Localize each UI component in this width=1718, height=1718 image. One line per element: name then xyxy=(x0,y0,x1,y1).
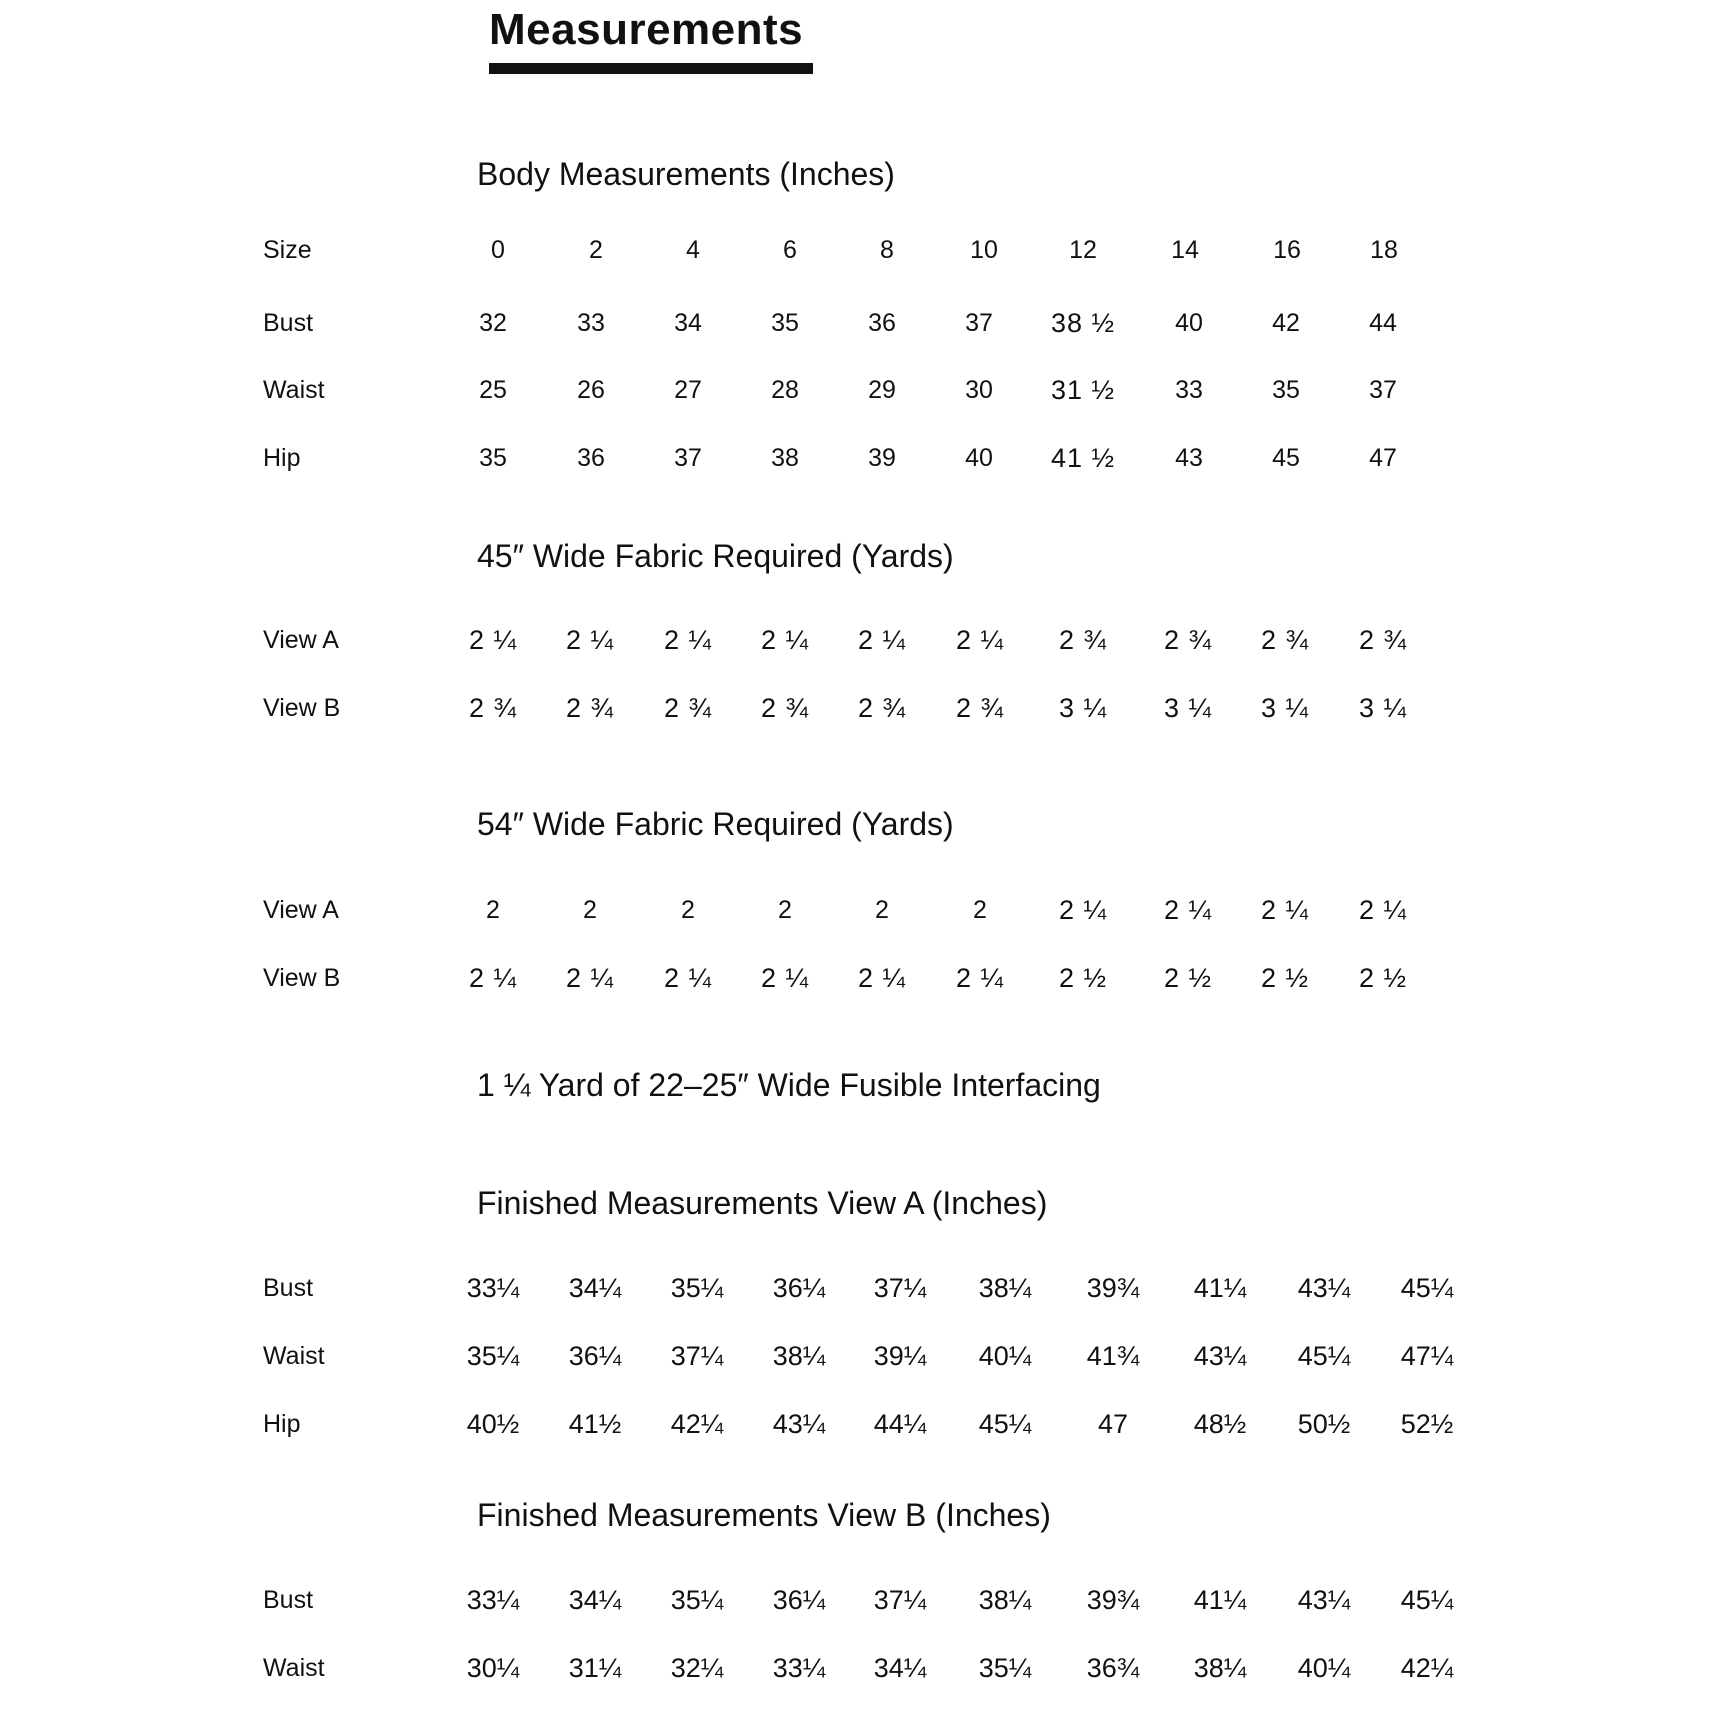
table-cell: 28 xyxy=(771,376,799,404)
table-cell: 45¼ xyxy=(978,1409,1032,1439)
row-label: Bust xyxy=(263,309,314,337)
fabric-45-view-b-row xyxy=(0,688,1718,728)
table-cell: 39¾ xyxy=(1086,1585,1140,1615)
row-label: View B xyxy=(263,694,341,722)
table-cell: 2 ½ xyxy=(1058,963,1108,993)
size-cell: 0 xyxy=(491,236,505,264)
page-title: Measurements xyxy=(489,5,804,54)
row-label: Hip xyxy=(263,444,301,472)
table-cell: 45¼ xyxy=(1297,1341,1351,1371)
table-cell: 35 xyxy=(771,309,799,337)
table-cell: 36¼ xyxy=(772,1585,826,1615)
table-cell: 45¼ xyxy=(1400,1585,1454,1615)
table-cell: 33 xyxy=(577,309,605,337)
row-label: Bust xyxy=(263,1586,314,1614)
table-cell: 25 xyxy=(479,376,507,404)
table-cell: 31¼ xyxy=(568,1653,622,1683)
table-cell: 44¼ xyxy=(873,1409,927,1439)
table-cell: 2 ¼ xyxy=(663,625,713,655)
size-cell: 14 xyxy=(1171,236,1199,264)
table-cell: 2 xyxy=(583,896,597,924)
table-cell: 40 xyxy=(965,444,993,472)
table-cell: 2 xyxy=(973,896,987,924)
table-cell: 42¼ xyxy=(1400,1653,1454,1683)
table-cell: 32 xyxy=(479,309,507,337)
table-cell: 38¼ xyxy=(772,1341,826,1371)
size-cell: 8 xyxy=(880,236,894,264)
table-cell: 47 xyxy=(1369,444,1397,472)
table-cell: 30¼ xyxy=(466,1653,520,1683)
table-cell: 39 xyxy=(868,444,896,472)
body-bust-row xyxy=(0,303,1718,343)
fabric-54-heading: 54″ Wide Fabric Required (Yards) xyxy=(477,806,954,842)
table-cell: 2 ½ xyxy=(1358,963,1408,993)
table-cell: 37 xyxy=(965,309,993,337)
row-label: Waist xyxy=(263,376,325,404)
table-cell: 2 ¾ xyxy=(1358,625,1408,655)
table-cell: 48½ xyxy=(1193,1409,1247,1439)
table-cell: 37¼ xyxy=(670,1341,724,1371)
table-cell: 34¼ xyxy=(873,1653,927,1683)
table-cell: 38 xyxy=(771,444,799,472)
table-cell: 38¼ xyxy=(1193,1653,1247,1683)
finished-a-heading: Finished Measurements View A (Inches) xyxy=(477,1185,1048,1221)
table-cell: 39¼ xyxy=(873,1341,927,1371)
table-cell: 35¼ xyxy=(978,1653,1032,1683)
table-cell: 40¼ xyxy=(1297,1653,1351,1683)
size-cell: 16 xyxy=(1273,236,1301,264)
table-cell: 2 ¾ xyxy=(1058,625,1108,655)
table-cell: 43¼ xyxy=(1193,1341,1247,1371)
table-cell: 2 ¾ xyxy=(565,693,615,723)
table-cell: 37 xyxy=(674,444,702,472)
table-cell: 47 xyxy=(1097,1409,1129,1439)
table-cell: 3 ¼ xyxy=(1163,693,1213,723)
table-cell: 35¼ xyxy=(670,1273,724,1303)
table-cell: 33 xyxy=(1175,376,1203,404)
table-cell: 40½ xyxy=(466,1409,520,1439)
size-label: Size xyxy=(263,236,312,264)
size-cell: 12 xyxy=(1069,236,1097,264)
row-label: View A xyxy=(263,626,339,654)
table-cell: 45 xyxy=(1272,444,1300,472)
table-cell: 43 xyxy=(1175,444,1203,472)
table-cell: 38 ½ xyxy=(1050,308,1116,338)
table-cell: 41¼ xyxy=(1193,1585,1247,1615)
finished-a-waist-row xyxy=(0,1336,1718,1376)
table-cell: 2 ¾ xyxy=(1260,625,1310,655)
size-row xyxy=(0,230,1718,270)
table-cell: 36¼ xyxy=(568,1341,622,1371)
row-label: Bust xyxy=(263,1274,314,1302)
table-cell: 2 ¼ xyxy=(1358,895,1408,925)
table-cell: 41½ xyxy=(568,1409,622,1439)
table-cell: 36 xyxy=(868,309,896,337)
table-cell: 2 ¾ xyxy=(760,693,810,723)
table-cell: 2 ¼ xyxy=(760,625,810,655)
table-cell: 37¼ xyxy=(873,1273,927,1303)
table-cell: 47¼ xyxy=(1400,1341,1454,1371)
table-cell: 2 ¼ xyxy=(468,625,518,655)
row-label: Waist xyxy=(263,1654,325,1682)
table-cell: 50½ xyxy=(1297,1409,1351,1439)
table-cell: 2 ¼ xyxy=(1058,895,1108,925)
table-cell: 30 xyxy=(965,376,993,404)
table-cell: 29 xyxy=(868,376,896,404)
table-cell: 32¼ xyxy=(670,1653,724,1683)
table-cell: 33¼ xyxy=(466,1585,520,1615)
fabric-45-view-a-row xyxy=(0,620,1718,660)
table-cell: 42 xyxy=(1272,309,1300,337)
table-cell: 41¾ xyxy=(1086,1341,1140,1371)
table-cell: 3 ¼ xyxy=(1358,693,1408,723)
table-cell: 2 ¾ xyxy=(1163,625,1213,655)
table-cell: 3 ¼ xyxy=(1260,693,1310,723)
table-cell: 36¾ xyxy=(1086,1653,1140,1683)
table-cell: 2 ¼ xyxy=(663,963,713,993)
table-cell: 52½ xyxy=(1400,1409,1454,1439)
size-cell: 6 xyxy=(783,236,797,264)
table-cell: 45¼ xyxy=(1400,1273,1454,1303)
table-cell: 43¼ xyxy=(1297,1273,1351,1303)
table-cell: 40 xyxy=(1175,309,1203,337)
interfacing-heading: 1 ¼ Yard of 22–25″ Wide Fusible Interfacing xyxy=(477,1067,1101,1103)
table-cell: 27 xyxy=(674,376,702,404)
table-cell: 2 ¼ xyxy=(857,963,907,993)
table-cell: 2 ¼ xyxy=(760,963,810,993)
body-waist-row xyxy=(0,370,1718,410)
table-cell: 36¼ xyxy=(772,1273,826,1303)
table-cell: 35¼ xyxy=(670,1585,724,1615)
table-cell: 44 xyxy=(1369,309,1397,337)
table-cell: 2 xyxy=(875,896,889,924)
table-cell: 2 ¼ xyxy=(565,963,615,993)
table-cell: 2 xyxy=(681,896,695,924)
finished-a-hip-row xyxy=(0,1404,1718,1444)
table-cell: 38¼ xyxy=(978,1273,1032,1303)
finished-b-bust-row xyxy=(0,1580,1718,1620)
row-label: View A xyxy=(263,896,339,924)
table-cell: 35¼ xyxy=(466,1341,520,1371)
table-cell: 31 ½ xyxy=(1050,375,1116,405)
table-cell: 40¼ xyxy=(978,1341,1032,1371)
table-cell: 2 ½ xyxy=(1260,963,1310,993)
table-cell: 41¼ xyxy=(1193,1273,1247,1303)
fabric-45-heading: 45″ Wide Fabric Required (Yards) xyxy=(477,538,954,574)
table-cell: 2 xyxy=(486,896,500,924)
table-cell: 39¾ xyxy=(1086,1273,1140,1303)
table-cell: 2 ¼ xyxy=(565,625,615,655)
fabric-54-view-a-row xyxy=(0,890,1718,930)
body-measurements-heading: Body Measurements (Inches) xyxy=(477,156,895,192)
table-cell: 43¼ xyxy=(772,1409,826,1439)
table-cell: 3 ¼ xyxy=(1058,693,1108,723)
size-cell: 2 xyxy=(589,236,603,264)
table-cell: 34 xyxy=(674,309,702,337)
row-label: Hip xyxy=(263,1410,301,1438)
table-cell: 33¼ xyxy=(466,1273,520,1303)
table-cell: 2 ¾ xyxy=(857,693,907,723)
table-cell: 37¼ xyxy=(873,1585,927,1615)
table-cell: 42¼ xyxy=(670,1409,724,1439)
size-cell: 18 xyxy=(1370,236,1398,264)
table-cell: 35 xyxy=(1272,376,1300,404)
table-cell: 38¼ xyxy=(978,1585,1032,1615)
table-cell: 2 ¾ xyxy=(955,693,1005,723)
fabric-54-view-b-row xyxy=(0,958,1718,998)
body-hip-row xyxy=(0,438,1718,478)
row-label: Waist xyxy=(263,1342,325,1370)
table-cell: 2 ¼ xyxy=(1163,895,1213,925)
table-cell: 2 xyxy=(778,896,792,924)
table-cell: 2 ¾ xyxy=(663,693,713,723)
table-cell: 2 ¼ xyxy=(1260,895,1310,925)
table-cell: 41 ½ xyxy=(1050,443,1116,473)
table-cell: 35 xyxy=(479,444,507,472)
table-cell: 34¼ xyxy=(568,1273,622,1303)
table-cell: 2 ¼ xyxy=(955,625,1005,655)
table-cell: 2 ¼ xyxy=(955,963,1005,993)
row-label: View B xyxy=(263,964,341,992)
table-cell: 2 ½ xyxy=(1163,963,1213,993)
table-cell: 2 ¼ xyxy=(468,963,518,993)
finished-b-waist-row xyxy=(0,1648,1718,1688)
finished-b-heading: Finished Measurements View B (Inches) xyxy=(477,1497,1051,1533)
size-cell: 10 xyxy=(970,236,998,264)
table-cell: 34¼ xyxy=(568,1585,622,1615)
finished-a-bust-row xyxy=(0,1268,1718,1308)
table-cell: 2 ¾ xyxy=(468,693,518,723)
table-cell: 37 xyxy=(1369,376,1397,404)
table-cell: 26 xyxy=(577,376,605,404)
table-cell: 43¼ xyxy=(1297,1585,1351,1615)
table-cell: 33¼ xyxy=(772,1653,826,1683)
table-cell: 36 xyxy=(577,444,605,472)
size-cell: 4 xyxy=(686,236,700,264)
title-underline xyxy=(489,63,813,74)
table-cell: 2 ¼ xyxy=(857,625,907,655)
